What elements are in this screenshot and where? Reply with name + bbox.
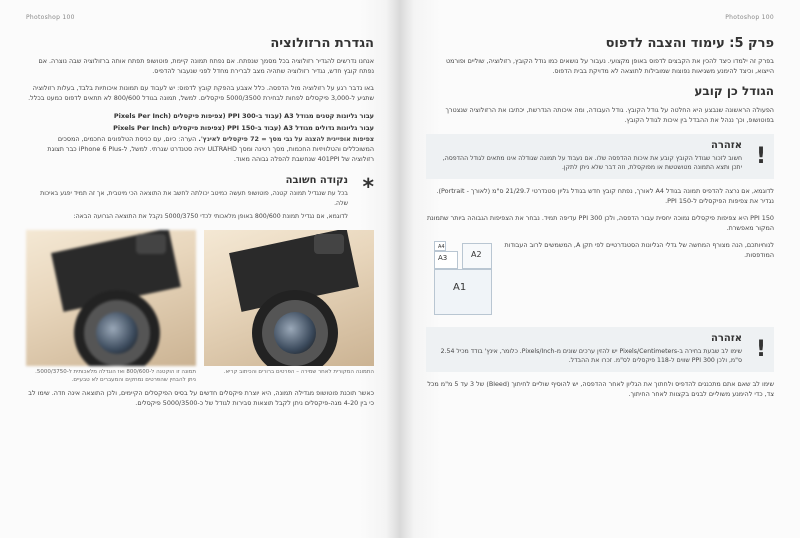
warning-title: אזהרה bbox=[710, 332, 742, 344]
exclamation-icon: ! bbox=[755, 143, 766, 169]
paragraph: אנחנו נדרשים להגדיר רזולוציה בכל מסמך שנפתח. אם נפתח תמונה קיימת, פוטושופ תפתח אותה ברזולוציה שבה נוצרה. אם נפתח קובץ חדש, נגדיר רזולוציה שתהיה מצב לברירת מחדל לפני שנעבור להדפיס. bbox=[38, 57, 374, 75]
ppi-rule-small: עבור גליונות קטנים מגודל A3 (עבוד ב-300 PPI (צפיפות פיקסלים (Pixels Per Inch bbox=[113, 111, 374, 120]
camera-knob bbox=[136, 234, 166, 254]
sheet-label: A2 bbox=[471, 249, 482, 259]
paragraph: שימו לב שאם אתם מתכננים להדפיס ולחתוך את הגליון לאחר ההדפסה, יש להוסיף שוליים לחיתוך (Bleed) של 3 עד 5 מ"מ מכל צד, כדי להימנע משוליים לבנים בקצוות לאחר החיתוך. bbox=[427, 379, 774, 398]
section-title-resolution: הגדרת הרזולוציה bbox=[270, 36, 374, 51]
warning-title: אזהרה bbox=[710, 139, 742, 151]
paragraph: הפעולה הראשונה שנבצע היא החלטה על גודל הקובץ. גודל העבודה, ומה איכותה הנדרשת, יכתיבו את הרזולוציה שנצטרך בפוטושופ, וכך ננהל את ההבדל בין איכות לגודל הקובץ. bbox=[445, 105, 774, 124]
paper-size-diagram bbox=[434, 241, 492, 315]
ppi-rule-large: עבור גליונות גדולים מגודל A3 (עבוד ב-150 PPI (צפיפות פיקסלים (Pixels Per Inch bbox=[113, 124, 374, 133]
important-note bbox=[26, 173, 374, 222]
photo-original-wrap bbox=[204, 230, 374, 385]
sheet-a2 bbox=[462, 243, 492, 269]
exclamation-icon: ! bbox=[755, 336, 766, 362]
lens-glass bbox=[96, 312, 138, 354]
sheet-a3 bbox=[434, 251, 458, 269]
paragraph-body: הערה: כיום, עם כניסת הטלפונים החכמים, המסכים המשוכללים והטלוויזיות החכמות, מסך רטינה ומסך ULTRAHD יהיה סטנדרט שגרתי. למשל, ל-iPhone 6 Plus כבר תצוגת רזולוציה של 401PPI שנחשבת להפלה גבוהה מאוד. bbox=[47, 135, 374, 164]
sheet-label: A3 bbox=[438, 253, 448, 262]
right-page bbox=[400, 0, 800, 538]
paragraph: בפרק זה ילמדו כיצד להכין את הקבצים לדפוס באופן מקצועי. נעבור על נושאים כמו גודל הקובץ, רזולוציה, שוליים ופורמט הייצוא, וכיצד להימנע משגיאות נפוצות שמובילות לתוצאה לא מדויקת בבית הדפוס. bbox=[445, 57, 774, 75]
running-header-right: Photoshop 100 bbox=[725, 14, 774, 21]
photo-caption: תמונה זו הוקטנה ל-800/600 ואז הוגדלה מלאכותית ל-5000/3750. ניתן להבחין שהפרטים נמחקים והמעברים לא טבעיים. bbox=[35, 369, 196, 384]
chapter-title: פרק 5: עימוד והצבה לדפוס bbox=[605, 36, 774, 51]
paragraph bbox=[26, 135, 374, 165]
warning-box bbox=[426, 134, 774, 179]
camera-photo-blurry bbox=[26, 230, 196, 366]
asterisk-icon: * bbox=[362, 175, 374, 201]
photo-caption: התמונה המקורית לאחר שמירה – הפרטים ברורים והכיתוב קריא. bbox=[223, 369, 374, 376]
paragraph: באו נדבר רגע על רזולוציה מול הדפסה. כלל אצבע בהפקת קובץ לדפוס: יש לעבוד עם תמונות איכותיות בלבד, בעלות רזולוציה שתגיע ל-3,000 פיקסלים לפחות לבחירת 5000/3500 פיקסלים. למשל, תמונה בגודל 800/600 לא תתאים לדפוס כמעט בכלל. bbox=[28, 83, 374, 102]
sheet-a1 bbox=[434, 269, 492, 315]
paragraph: כאשר תוכנת פוטושופ מגדילה תמונה, היא יוצרת פיקסלים חדשים על בסיס הפיקסלים הקיימים, ולכן התוצאה אינה חדה. שימו לב כי בין 4-20 מגה-פיקסלים ניתן לקבל תוצאות סבירות לגודל של כ-5000/3500 פיקסלים. bbox=[28, 389, 374, 407]
comparison-photos bbox=[26, 230, 374, 385]
warning-text: שימו לב שבעת בחירה ב-Pixels/Centimeters יש להזין ערכים שונים מ-Pixels/Inch. כלומר, אינץ' בודד מכיל 2.54 ס"מ, ולכן 300 PPI שווים ל-118 פיקסלים לס"מ. זכרו את ההבדל. bbox=[440, 347, 742, 365]
sheet-label: A4 bbox=[438, 243, 445, 250]
sheet-a4 bbox=[434, 241, 446, 251]
running-header-left: Photoshop 100 bbox=[26, 14, 75, 21]
note-title: נקודה חשובה bbox=[285, 175, 348, 187]
note-text: בכל עת שנגדיל תמונה קטנה, פוטושופ תעשה כמיטב יכולתה לחשב את התוצאה הכי מיטבית, אך זה תמיד יפגע באיכות שלה. bbox=[40, 190, 348, 207]
lens-glass bbox=[274, 312, 316, 354]
paragraph: לנוחיותכם, הנה מצורף המחשה של גדלי הגליונות הסטנדרטיים לפי תקן A, המשמשים לרוב העבודות המודפסות. bbox=[504, 240, 774, 259]
paragraph: 150 PPI היא צפיפות פיקסלים נמוכה יחסית עבור הדפסה, ולכן 300 PPI עדיפה תמיד. נבחר את הצפיפות הגבוהה ביותר שתמונת המקור מאפשרת. bbox=[426, 213, 774, 232]
note-text: לדוגמא, אם נגדיל תמונת 800/600 באופן מלאכותי לכדי 5000/3750 נקבל את התוצאה הגרועה הבאה: bbox=[73, 213, 348, 221]
camera-knob bbox=[314, 234, 344, 254]
screen-density-note: צפיפות אופיינית להצגה על גבי מסך = 72 פיקסלים לאינץ'. bbox=[198, 135, 374, 144]
warning-text: חשוב לזכור שגודל הקובץ קובע את איכות ההדפסה שלו. אם נעבוד על תמונה שגודלה אינו מתאים לגודל ההדפסה, יתכן ותצא התמונה מטושטשת או מפוקסלת, וזה דבר שלא ניתן לתקן. bbox=[442, 154, 742, 172]
camera-photo-sharp bbox=[204, 230, 374, 366]
warning-box bbox=[426, 327, 774, 372]
section-title-size: הגודל כן קובע bbox=[694, 83, 774, 98]
paragraph: לדוגמא, אם נרצה להדפיס תמונה בגודל A4 לאורך, נפתח קובץ חדש בגודל גליון סטנדרטי 21/29.7 ס"מ (לאורך - Portrait). נגדיר את צפיפות הפיקסלים ל-150 PPI. bbox=[436, 186, 774, 205]
sheet-label: A1 bbox=[453, 281, 467, 293]
photo-upscaled-wrap bbox=[26, 230, 196, 385]
